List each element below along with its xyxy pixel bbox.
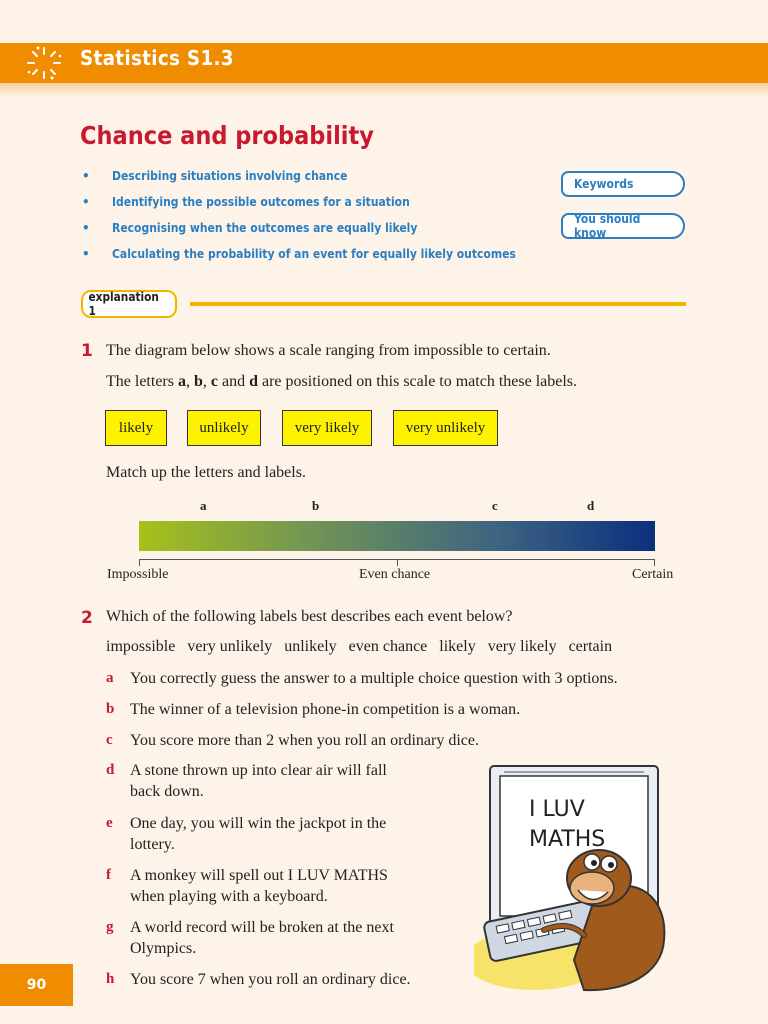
item-letter: h [106, 971, 115, 987]
item-text: A stone thrown up into clear air will fall back down. [130, 762, 387, 800]
you-should-know-button[interactable]: You should know [561, 213, 685, 239]
probability-scale-bar [139, 521, 655, 551]
objective-item: • Recognising when the outcomes are equally likely [82, 221, 418, 235]
scale-letter: d [587, 498, 595, 513]
screen-text: I LUV [529, 797, 585, 822]
item-text: The winner of a television phone-in competition is a woman. [130, 701, 521, 718]
objective-item: • Calculating the probability of an event for equally likely outcomes [82, 247, 516, 261]
question-number: 2 [81, 608, 93, 628]
question-number: 1 [81, 341, 93, 361]
objective-item: • Identifying the possible outcomes for a situation [82, 195, 410, 209]
item-text: One day, you will win the jackpot in the lottery. [130, 815, 387, 853]
monkey-computer-illustration [474, 760, 674, 992]
bullet-icon: • [82, 221, 90, 235]
scale-tick-label: Impossible [107, 567, 169, 582]
scale-tick [654, 559, 655, 566]
item-letter: c [106, 732, 113, 748]
item-text: You score 7 when you roll an ordinary dice. [130, 971, 411, 988]
explanation-tag[interactable]: explanation 1 [81, 290, 177, 318]
scale-tick-label: Even chance [359, 567, 431, 582]
bullet-icon: • [82, 195, 90, 209]
screen-text: MATHS [529, 827, 606, 852]
scale-letter: b [312, 498, 320, 513]
label-box: likely [105, 410, 167, 446]
item-text: You correctly guess the answer to a multiple choice question with 3 options. [130, 670, 618, 687]
item-letter: d [106, 762, 115, 778]
scale-tick [139, 559, 140, 566]
starburst-icon [24, 44, 64, 82]
item-text: A world record will be broken at the next Olympics. [130, 919, 394, 957]
label-box: very likely [282, 410, 372, 446]
q1-line-1: The diagram below shows a scale ranging from impossible to certain. [106, 342, 551, 359]
item-letter: e [106, 815, 113, 831]
q2-options: impossible very unlikely unlikely even chance likely very likely certain [106, 638, 613, 655]
bullet-icon: • [82, 247, 90, 261]
label-box: unlikely [187, 410, 261, 446]
scale-tick-label: Certain [632, 567, 674, 582]
scale-letter: a [200, 498, 207, 513]
bullet-icon: • [82, 169, 90, 183]
page-title: Chance and probability [80, 121, 374, 150]
objective-item: • Describing situations involving chance [82, 169, 348, 183]
objectives-list [82, 163, 561, 267]
section-title: Statistics S1.3 [80, 46, 234, 70]
item-letter: b [106, 701, 115, 717]
page-number: 90 [0, 964, 73, 1006]
q1-instruction: Match up the letters and labels. [106, 464, 306, 481]
item-text: You score more than 2 when you roll an ordinary dice. [130, 732, 479, 749]
item-letter: g [106, 919, 114, 935]
header-shadow [0, 83, 768, 97]
scale-letter: c [492, 498, 498, 513]
q2-question: Which of the following labels best describes each event below? [106, 608, 513, 625]
scale-tick [397, 559, 398, 566]
q1-line-2: The letters a, b, c and d are positioned on this scale to match these labels. [106, 373, 578, 390]
item-letter: f [106, 867, 111, 883]
keywords-button[interactable]: Keywords [561, 171, 685, 197]
item-letter: a [106, 670, 114, 686]
item-text: A monkey will spell out I LUV MATHS when playing with a keyboard. [130, 867, 388, 905]
explanation-divider [190, 302, 686, 306]
label-box: very unlikely [393, 410, 498, 446]
